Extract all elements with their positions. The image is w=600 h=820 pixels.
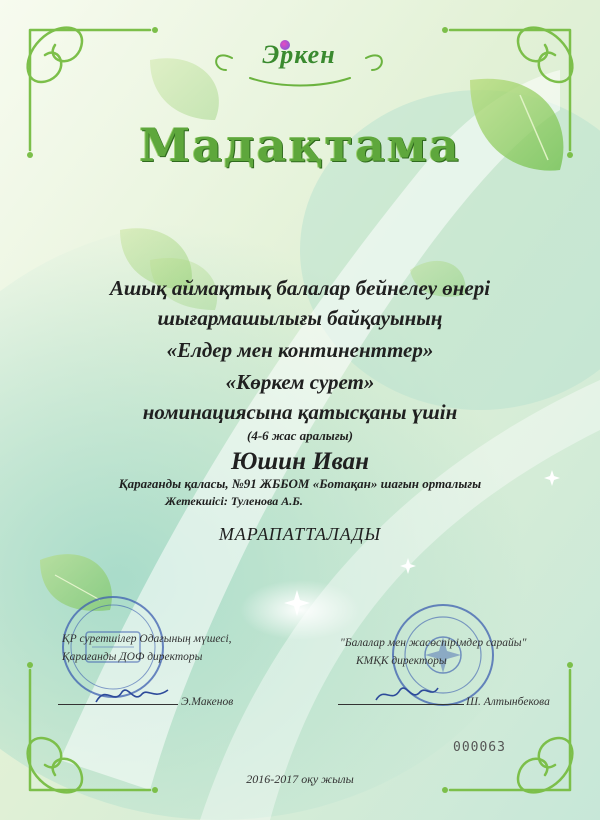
age-group: (4-6 жас аралығы) <box>247 428 353 443</box>
supervisor-line: Жетекшісі: Туленова А.Б. <box>165 494 303 508</box>
serial-number: 000063 <box>453 740 506 755</box>
recipient-name: Юшин Иван <box>230 448 370 475</box>
left-signature <box>92 680 172 710</box>
left-signature-line <box>58 704 178 705</box>
left-signer-role-1: ҚР суретшілер Одағының мүшесі, <box>62 633 232 645</box>
left-signer-name: Э.Макенов <box>181 696 234 708</box>
right-signature-line <box>338 704 464 705</box>
body-line-2: шығармашылығы байқауының <box>157 306 443 330</box>
awarded-text: МАРАПАТТАЛАДЫ <box>218 524 382 544</box>
body-line-1: Ашық аймақтық балалар бейнелеу өнері <box>109 276 491 300</box>
erken-logo <box>228 36 370 78</box>
right-signer-name: Ш. Алтынбекова <box>466 696 550 708</box>
right-signer-role-1: "Балалар мен жасөспірімдер сарайы" <box>340 637 527 649</box>
certificate-title: Мадақтама <box>139 118 461 172</box>
logo-text: Эркен <box>262 40 336 69</box>
academic-year: 2016-2017 оқу жылы <box>246 772 354 786</box>
nomination-name: «Көркем сурет» <box>225 370 375 394</box>
institution-line: Қарағанды қаласы, №91 ЖББОМ «Ботақан» шағын орталығы <box>118 476 482 491</box>
left-signer-role-2: Қарағанды ДОФ директоры <box>62 651 203 663</box>
body-line-5: номинациясына қатысқаны үшін <box>142 400 458 424</box>
right-signer-role-2: КМҚК директоры <box>356 655 447 667</box>
contest-name: «Елдер мен континенттер» <box>166 338 434 362</box>
